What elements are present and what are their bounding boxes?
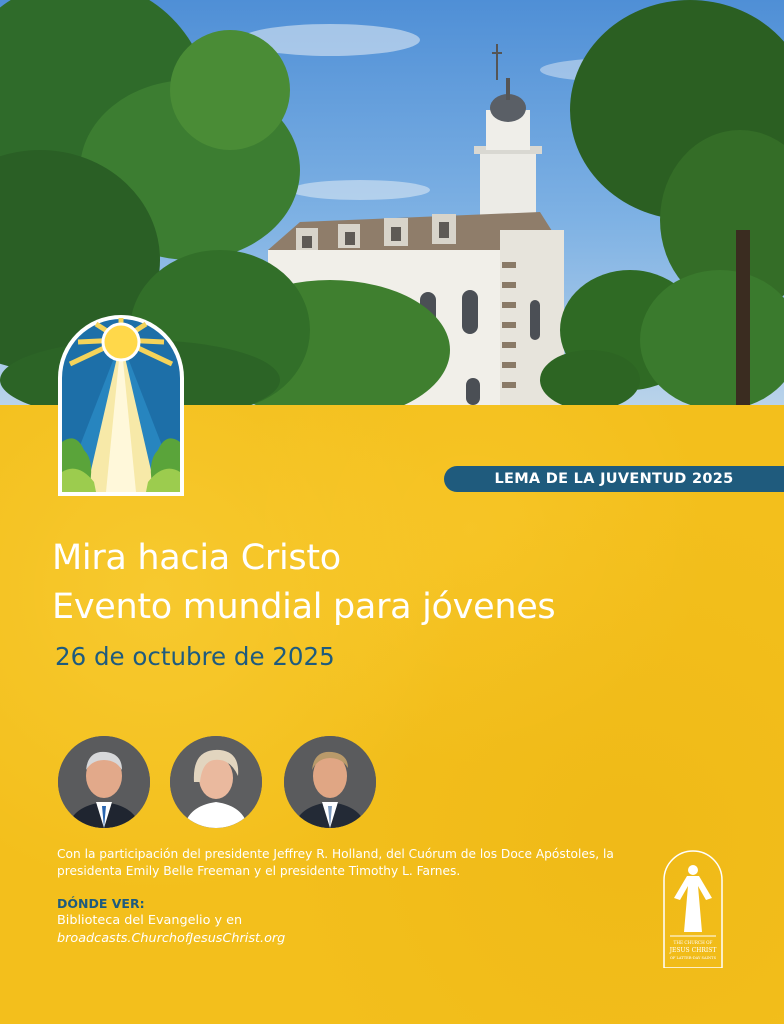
where-to-watch-heading: DÓNDE VER: [57,896,145,911]
title-line-2: Evento mundial para jóvenes [52,587,556,627]
broadcast-url-link[interactable]: broadcasts.ChurchofJesusChrist.org [57,931,286,946]
where-to-watch-line-1: Biblioteca del Evangelio y en [57,913,243,928]
theme-tag: LEMA DE LA JUVENTUD 2025 [444,466,784,492]
avatar-speaker-2 [170,736,262,828]
event-date: 26 de octubre de 2025 [55,642,335,671]
christus-statue-icon [660,840,726,968]
title-line-1: Mira hacia Cristo [52,538,341,578]
logo-text-line-2: JESUS CHRIST [669,947,717,954]
avatar-speaker-3 [284,736,376,828]
logo-text-line-1: THE CHURCH OF [673,940,713,945]
speaker-photos [58,736,398,828]
event-title [52,534,555,632]
avatar-speaker-1 [58,736,150,828]
speakers-credit-text: Con la participación del presidente Jeffrey R. Holland, del Cuórum de los Doce Apóstoles, la presidenta Emily Belle Freeman y el presidente Timothy L. Farnes. [57,847,614,878]
logo-text-line-3: OF LATTER-DAY SAINTS [669,956,717,960]
stained-glass-sun-icon [56,312,186,496]
